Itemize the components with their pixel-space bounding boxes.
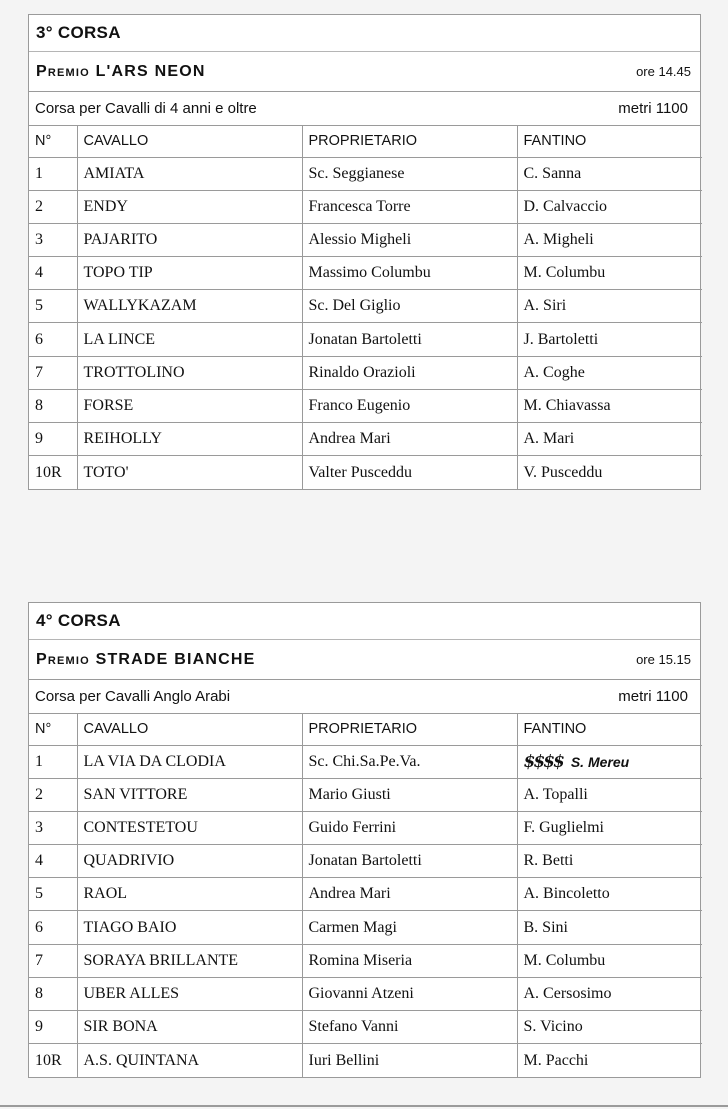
entry-number: 4	[29, 845, 77, 878]
entry-number: 6	[29, 323, 77, 356]
conditions-row	[29, 92, 700, 126]
entry-owner: Massimo Columbu	[302, 257, 517, 290]
race-number: 3° CORSA	[36, 23, 121, 42]
premio-title: Premio STRADE BIANCHE	[36, 650, 256, 668]
entry-horse: PAJARITO	[77, 223, 302, 256]
entry-owner: Alessio Migheli	[302, 223, 517, 256]
entry-owner: Iuri Bellini	[302, 1044, 517, 1077]
table-row	[29, 456, 702, 489]
table-row	[29, 845, 702, 878]
entry-jockey: V. Pusceddu	[517, 456, 702, 489]
entry-jockey: A. Coghe	[517, 356, 702, 389]
entry-owner: Sc. Seggianese	[302, 157, 517, 190]
entry-owner: Stefano Vanni	[302, 1011, 517, 1044]
entry-horse: SORAYA BRILLANTE	[77, 944, 302, 977]
race-header	[29, 603, 700, 640]
entry-number: 7	[29, 944, 77, 977]
entry-number: 2	[29, 778, 77, 811]
table-row	[29, 223, 702, 256]
race-number: 4° CORSA	[36, 611, 121, 630]
table-row	[29, 745, 702, 778]
table-row	[29, 1044, 702, 1077]
entry-owner: Valter Pusceddu	[302, 456, 517, 489]
page-bottom-divider	[0, 1105, 728, 1107]
entry-jockey: C. Sanna	[517, 157, 702, 190]
race-conditions: Corsa per Cavalli di 4 anni e oltre	[35, 100, 257, 117]
entry-owner: Franco Eugenio	[302, 389, 517, 422]
entry-jockey: A. Topalli	[517, 778, 702, 811]
premio-title: Premio L'ARS NEON	[36, 62, 206, 80]
entry-owner: Mario Giusti	[302, 778, 517, 811]
table-row	[29, 323, 702, 356]
entry-number: 3	[29, 223, 77, 256]
entry-number: 4	[29, 257, 77, 290]
entry-horse: LA VIA DA CLODIA	[77, 745, 302, 778]
entry-horse: TOPO TIP	[77, 257, 302, 290]
entry-number: 8	[29, 389, 77, 422]
race-time: ore 14.45	[636, 64, 691, 79]
entry-horse: AMIATA	[77, 157, 302, 190]
entry-number: 1	[29, 745, 77, 778]
entry-horse: A.S. QUINTANA	[77, 1044, 302, 1077]
col-header-number: N°	[35, 721, 52, 738]
table-row	[29, 157, 702, 190]
entry-jockey: A. Siri	[517, 290, 702, 323]
entries-table	[29, 126, 702, 489]
entry-owner: Romina Miseria	[302, 944, 517, 977]
race-card-4	[28, 602, 701, 1078]
entry-number: 10R	[29, 1044, 77, 1077]
premio-row	[29, 640, 700, 680]
entry-horse: LA LINCE	[77, 323, 302, 356]
race-card-3	[28, 14, 701, 490]
race-conditions: Corsa per Cavalli Anglo Arabi	[35, 688, 231, 705]
entry-jockey: R. Betti	[517, 845, 702, 878]
entry-jockey: M. Chiavassa	[517, 389, 702, 422]
entry-number: 10R	[29, 456, 77, 489]
entry-jockey	[517, 745, 702, 778]
table-row	[29, 944, 702, 977]
entry-jockey: A. Cersosimo	[517, 977, 702, 1010]
entry-horse: TROTTOLINO	[77, 356, 302, 389]
table-row	[29, 290, 702, 323]
entry-jockey: A. Mari	[517, 423, 702, 456]
entry-jockey: M. Pacchi	[517, 1044, 702, 1077]
entry-jockey: S. Vicino	[517, 1011, 702, 1044]
table-row	[29, 1011, 702, 1044]
entry-owner: Carmen Magi	[302, 911, 517, 944]
col-header-owner: PROPRIETARIO	[302, 714, 517, 745]
entry-jockey: M. Columbu	[517, 257, 702, 290]
entry-owner: Jonatan Bartoletti	[302, 845, 517, 878]
entry-number: 9	[29, 423, 77, 456]
col-header-jockey: FANTINO	[517, 126, 702, 157]
entry-horse: SAN VITTORE	[77, 778, 302, 811]
conditions-row	[29, 680, 700, 714]
col-header-number: N°	[35, 133, 52, 150]
entry-jockey: A. Bincoletto	[517, 878, 702, 911]
entry-owner: Francesca Torre	[302, 190, 517, 223]
table-row	[29, 423, 702, 456]
entry-jockey: D. Calvaccio	[517, 190, 702, 223]
entry-owner: Andrea Mari	[302, 878, 517, 911]
entry-owner: Jonatan Bartoletti	[302, 323, 517, 356]
table-row	[29, 878, 702, 911]
race-header	[29, 15, 700, 52]
col-header-horse: CAVALLO	[77, 126, 302, 157]
premio-row	[29, 52, 700, 92]
entry-jockey: F. Guglielmi	[517, 811, 702, 844]
table-header-row	[29, 126, 702, 157]
entry-owner: Rinaldo Orazioli	[302, 356, 517, 389]
entry-horse: FORSE	[77, 389, 302, 422]
table-row	[29, 257, 702, 290]
race-time: ore 15.15	[636, 652, 691, 667]
entry-number: 8	[29, 977, 77, 1010]
table-row	[29, 911, 702, 944]
table-row	[29, 356, 702, 389]
entry-number: 6	[29, 911, 77, 944]
table-row	[29, 977, 702, 1010]
table-row	[29, 811, 702, 844]
entry-jockey: J. Bartoletti	[517, 323, 702, 356]
race-distance: metri 1100	[618, 100, 688, 117]
col-header-owner: PROPRIETARIO	[302, 126, 517, 157]
race-distance: metri 1100	[618, 688, 688, 705]
entry-owner: Guido Ferrini	[302, 811, 517, 844]
col-header-horse: CAVALLO	[77, 714, 302, 745]
entry-jockey: B. Sini	[517, 911, 702, 944]
entry-horse: REIHOLLY	[77, 423, 302, 456]
entry-horse: RAOL	[77, 878, 302, 911]
entry-horse: CONTESTETOU	[77, 811, 302, 844]
entry-number: 5	[29, 878, 77, 911]
entry-owner: Andrea Mari	[302, 423, 517, 456]
entry-owner: Sc. Del Giglio	[302, 290, 517, 323]
entry-number: 5	[29, 290, 77, 323]
entry-number: 2	[29, 190, 77, 223]
table-header-row	[29, 714, 702, 745]
entry-owner: Sc. Chi.Sa.Pe.Va.	[302, 745, 517, 778]
entry-jockey: A. Migheli	[517, 223, 702, 256]
entry-horse: SIR BONA	[77, 1011, 302, 1044]
entry-horse: ENDY	[77, 190, 302, 223]
entry-horse: UBER ALLES	[77, 977, 302, 1010]
entries-table	[29, 714, 702, 1077]
table-row	[29, 190, 702, 223]
entry-jockey: M. Columbu	[517, 944, 702, 977]
table-row	[29, 389, 702, 422]
table-row	[29, 778, 702, 811]
entry-horse: QUADRIVIO	[77, 845, 302, 878]
entry-horse: TIAGO BAIO	[77, 911, 302, 944]
entry-number: 3	[29, 811, 77, 844]
entry-number: 7	[29, 356, 77, 389]
entry-horse: WALLYKAZAM	[77, 290, 302, 323]
entry-number: 9	[29, 1011, 77, 1044]
entry-owner: Giovanni Atzeni	[302, 977, 517, 1010]
entry-horse: TOTO'	[77, 456, 302, 489]
jockey-signature-mark: $$$$	[523, 751, 563, 772]
jockey-signature-name: S. Mereu	[570, 753, 630, 770]
entry-number: 1	[29, 157, 77, 190]
col-header-jockey: FANTINO	[517, 714, 702, 745]
